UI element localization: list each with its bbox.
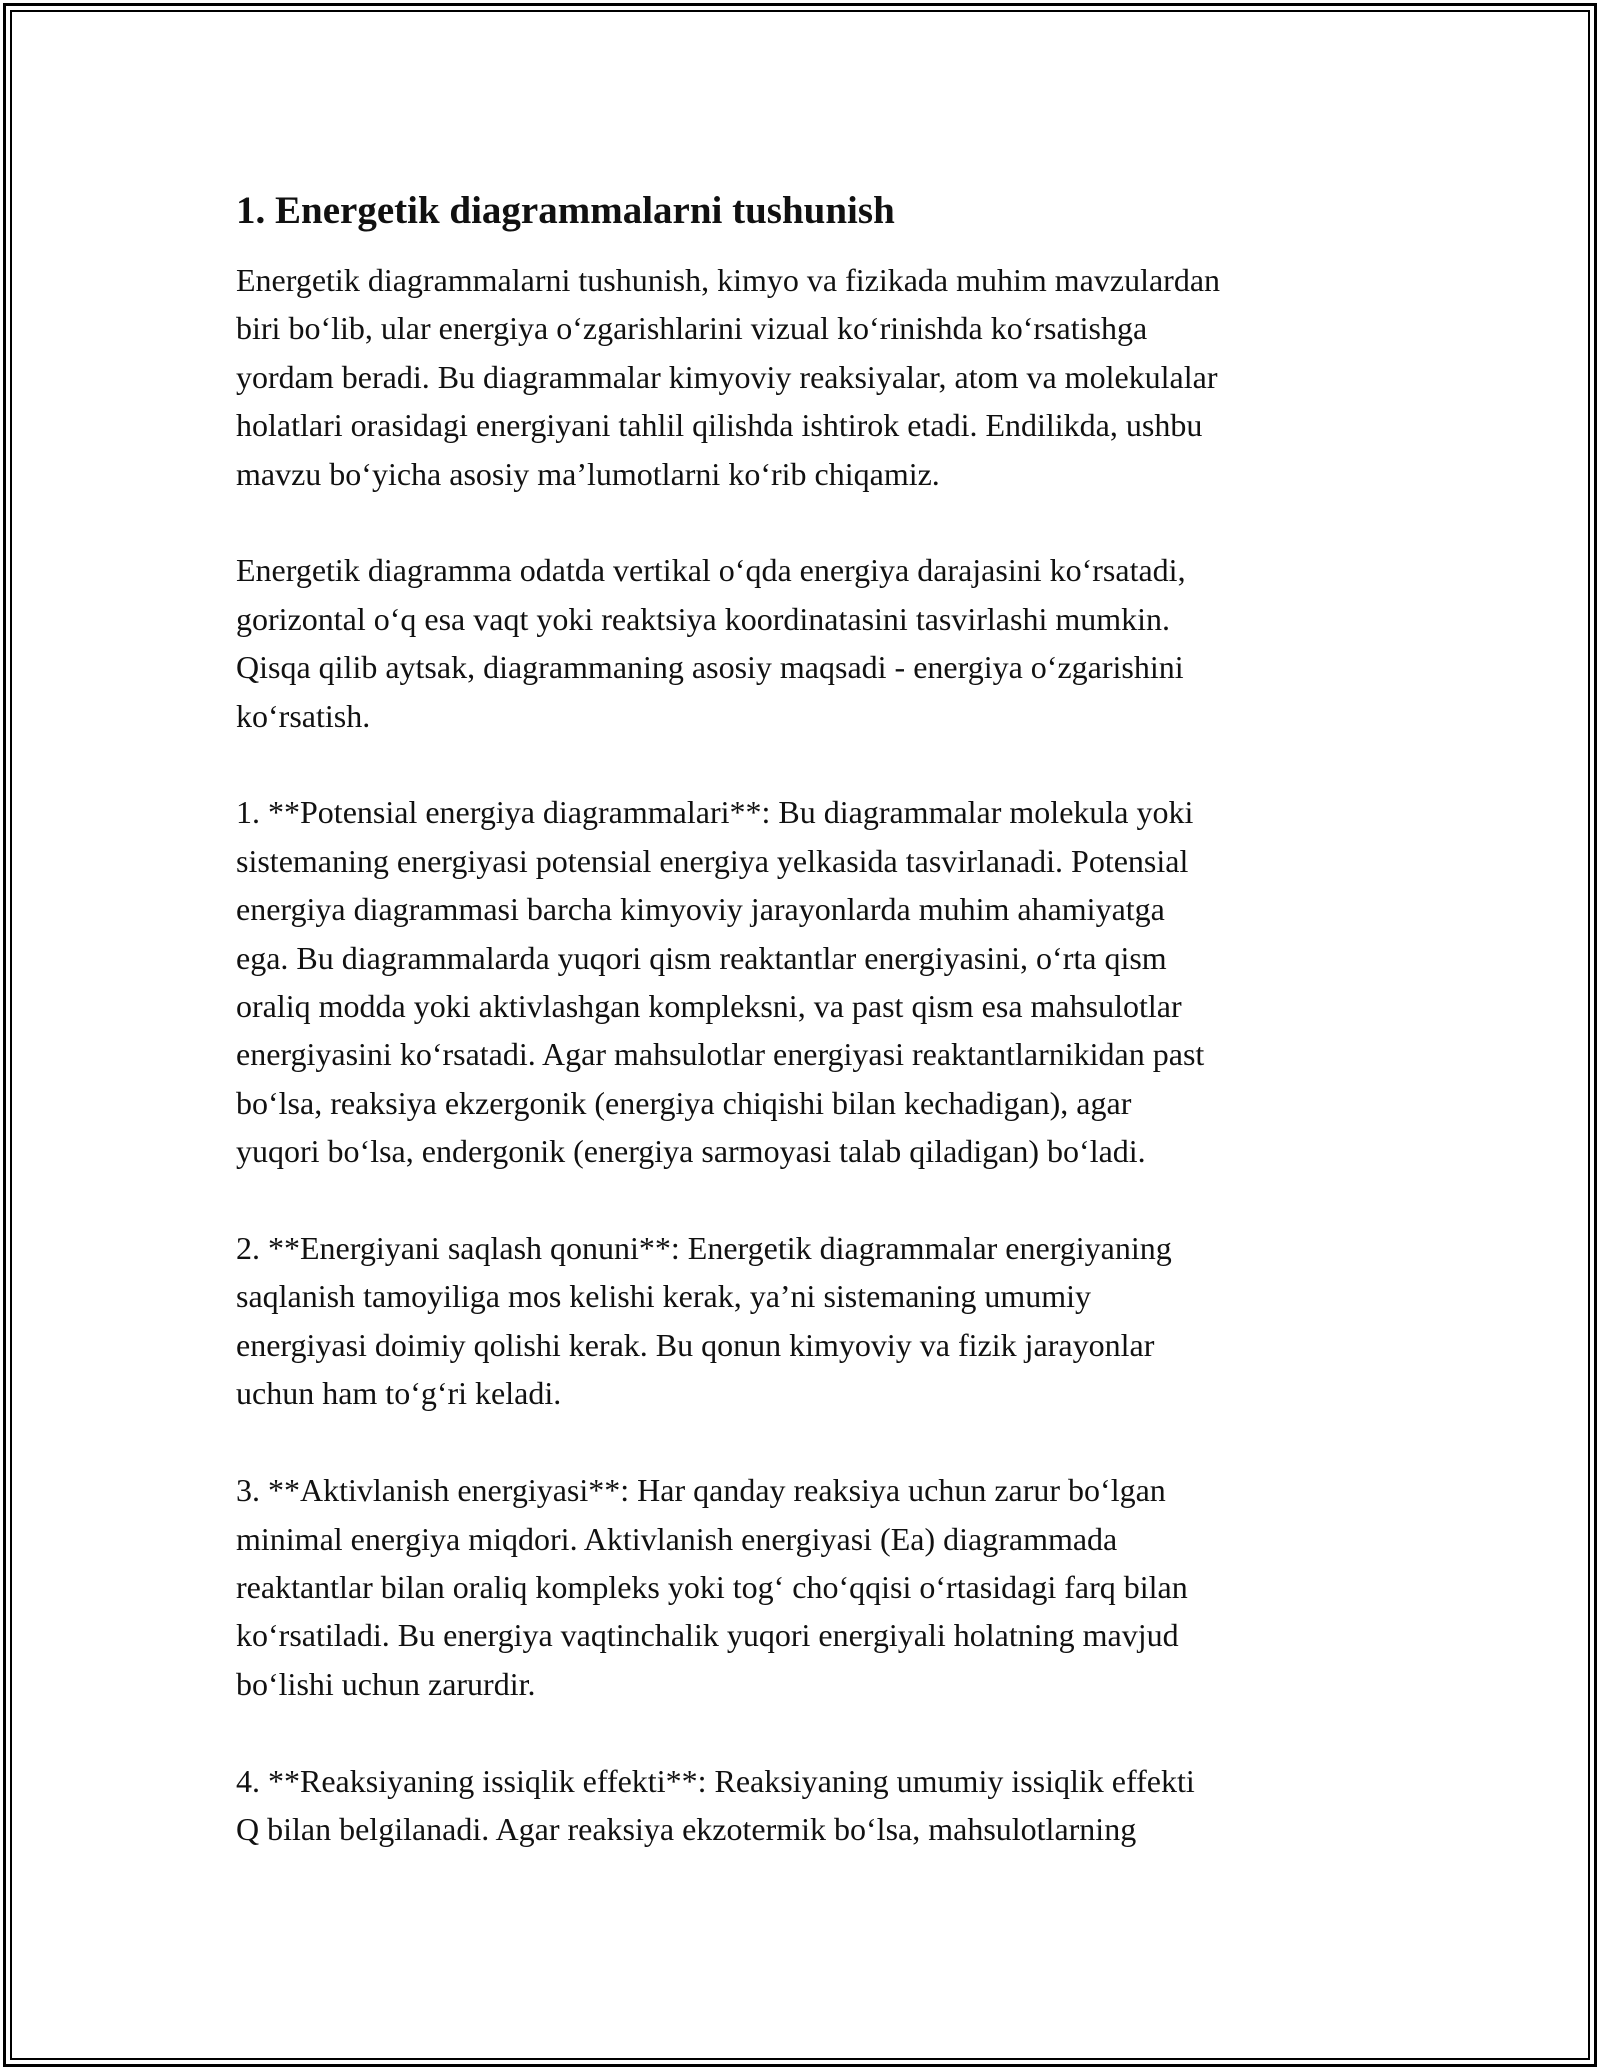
document-body [236,186,1376,1853]
paragraph-intro: Energetik diagrammalarni tushunish, kimyo va fizikada muhim mavzulardan biri bo‘lib, ular energiya o‘zgarishlarini vizual ko‘rinishda ko‘rsatishga yordam beradi. Bu diagrammalar kimyoviy reaksiyalar, atom va molekulalar holatlari orasidagi energiyani tahlil qilishda ishtirok etadi. Endilikda, ushbu mavzu bo‘yicha asosiy ma’lumotlarni ko‘rib chiqamiz. [236,262,1221,492]
paragraph-potential-energy: 1. **Potensial energiya diagrammalari**: Bu diagrammalar molekula yoki sistemaning energiyasi potensial energiya yelkasida tasvirlanadi. Potensial energiya diagrammasi barcha kimyoviy jarayonlarda muhim ahamiyatga ega. Bu diagrammalarda yuqori qism reaktantlar energiyasini, o‘rta qism oraliq modda yoki aktivlashgan kompleksni, va past qism esa mahsulotlar energiyasini ko‘rsatadi. Agar mahsulotlar energiyasi reaktantlarnikidan past bo‘lsa, reaksiya ekzergonik (energiya chiqishi bilan kechadigan), agar yuqori bo‘lsa, endergonik (energiya sarmoyasi talab qiladigan) bo‘ladi. [236,794,1205,1170]
page-title: 1. Energetik diagrammalarni tushunish [236,189,895,232]
paragraph-axes: Energetik diagramma odatda vertikal o‘qda energiya darajasini ko‘rsatadi, gorizontal o‘q esa vaqt yoki reaktsiya koordinatasini tasvirlashi mumkin. Qisqa qilib aytsak, diagrammaning asosiy maqsadi - energiya o‘zgarishini ko‘rsatish. [236,552,1186,734]
paragraph-heat-effect: 4. **Reaksiyaning issiqlik effekti**: Reaksiyaning umumiy issiqlik effekti Q bilan belgilanadi. Agar reaksiya ekzotermik bo‘lsa, mahsulotlarning [236,1762,1195,1847]
paragraph-activation-energy: 3. **Aktivlanish energiyasi**: Har qanday reaksiya uchun zarur bo‘lgan minimal energiya miqdori. Aktivlanish energiyasi (Ea) diagrammada reaktantlar bilan oraliq kompleks yoki tog‘ cho‘qqisi o‘rtasidagi farq bilan ko‘rsatiladi. Bu energiya vaqtinchalik yuqori energiyali holatning mavjud bo‘lishi uchun zarurdir. [236,1472,1188,1702]
paragraph-energy-conservation: 2. **Energiyani saqlash qonuni**: Energetik diagrammalar energiyaning saqlanish tamoyiliga mos kelishi kerak, ya’ni sistemaning umumiy energiyasi doimiy qolishi kerak. Bu qonun kimyoviy va fizik jarayonlar uchun ham to‘g‘ri keladi. [236,1230,1172,1412]
